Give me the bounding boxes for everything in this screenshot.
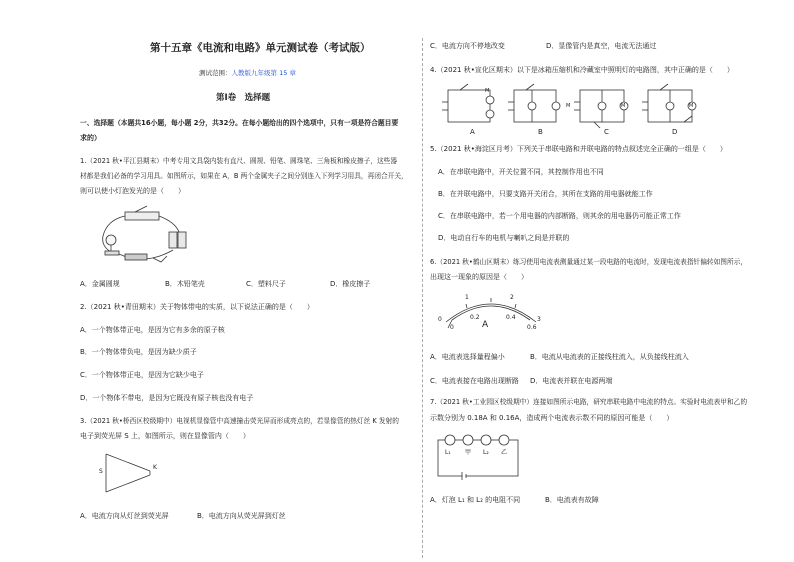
q7-stem-line1: 7.（2021 秋•工业园区校级期中）连接如图所示电路，研究串联电路中电流的特点。实验时电流表甲和乙的 xyxy=(430,398,748,406)
q3-option-a[interactable]: A．电流方向从灯丝到荧光屏 xyxy=(80,512,169,520)
section-heading-line1: 一、选择题（本题共16小题，每小题 2分，共32分。在每小题给出的四个选项中，只有一项是符合题目要 xyxy=(80,119,399,127)
q6-tick-top-2: 2 xyxy=(510,294,514,301)
q6-stem-line1: 6.（2021 秋•鹤山区期末）练习使用电流表测量通过某一段电路的电流时，发现电流表指针偏转如图所示， xyxy=(430,258,748,266)
q7-label-jia: 甲 xyxy=(465,449,472,456)
q6-tick-bottom-2: 0.4 xyxy=(506,314,516,321)
q1-stem-line2: 材都是我们必备的学习用具。如图所示，如果在 A，B 两个金属夹子之间分别连入下列学习用具，再闭合开关， xyxy=(80,172,408,180)
test-range-label: 测试范围： xyxy=(199,69,232,77)
q7-series-circuit xyxy=(434,432,524,482)
q6-option-b[interactable]: B．电流从电流表的正接线柱流入，从负接线柱流入 xyxy=(530,353,689,361)
q7-label-l1: L₁ xyxy=(445,449,451,456)
q7-option-a[interactable]: A．灯泡 L₁ 和 L₂ 的电阻不同 xyxy=(430,496,521,504)
test-range-value: 人教版九年级第 15 章 xyxy=(231,69,296,77)
q6-option-d[interactable]: D．电流表并联在电源两端 xyxy=(530,377,613,385)
q7-label-l2: L₂ xyxy=(483,449,489,456)
q6-stem-line2: 出现这一现象的原因是（ ） xyxy=(430,273,528,281)
q3-label-s: S xyxy=(99,468,103,475)
q6-unit-label: A xyxy=(482,320,489,330)
q7-stem-line2: 示数分别为 0.18A 和 0.16A，造成两个电流表示数不同的原因可能是（ ） xyxy=(430,414,674,422)
q3-label-k: K xyxy=(153,464,157,471)
q6-option-a[interactable]: A．电流表选择量程偏小 xyxy=(430,353,505,361)
q6-tick-top-0: 0 xyxy=(438,316,442,323)
column-divider xyxy=(422,38,423,558)
part-title: 第Ⅰ卷 选择题 xyxy=(216,93,271,103)
q4-stem: 4.（2021 秋•宣化区期末）以下是冰箱压缩机和冷藏室中照明灯的电路图，其中正确的是（ ） xyxy=(430,66,734,74)
q3-option-d[interactable]: D．显像管内是真空，电流无法通过 xyxy=(546,42,657,50)
q1-option-d[interactable]: D．橡皮擦子 xyxy=(330,280,371,288)
q4-label-c[interactable]: C xyxy=(604,128,609,136)
q4-label-a[interactable]: A xyxy=(470,128,475,136)
q2-option-b[interactable]: B．一个物体带负电，是因为缺少质子 xyxy=(80,348,197,356)
q2-option-a[interactable]: A．一个物体带正电，是因为它有多余的原子核 xyxy=(80,326,225,334)
q6-tick-top-1: 1 xyxy=(465,294,469,301)
q5-option-c[interactable]: C．在串联电路中，若一个用电器的内部断路，则其余的用电器仍可能正常工作 xyxy=(438,212,681,220)
q6-option-c[interactable]: C．电流表接在电路出现断路 xyxy=(430,377,519,385)
q1-option-b[interactable]: B．木铅笔壳 xyxy=(165,280,205,288)
q6-tick-bottom-1: 0.2 xyxy=(470,314,480,321)
section-heading-line2: 求的） xyxy=(80,134,101,142)
q6-tick-top-3: 3 xyxy=(537,316,541,323)
q3-stem-line2: 电子到荧光屏 S 上，如图所示，则在显像管内（ ） xyxy=(80,432,250,440)
q6-tick-bottom-3: 0.6 xyxy=(527,324,537,331)
q5-option-b[interactable]: B．在并联电路中，只要支路开关闭合，其所在支路的用电器就能工作 xyxy=(438,190,653,198)
exam-title: 第十五章《电流和电路》单元测试卷（考试版） xyxy=(150,42,371,54)
q7-label-yi: 乙 xyxy=(501,449,508,456)
q2-option-c[interactable]: C．一个物体带正电，是因为它缺少电子 xyxy=(80,371,204,379)
q3-tube-figure xyxy=(100,452,160,496)
q2-stem: 2.（2021 秋•青田期末）关于物体带电的实质，以下说法正确的是（ ） xyxy=(80,303,314,311)
q1-stem-line3: 则可以使小灯泡发光的是（ ） xyxy=(80,187,185,195)
q3-option-c[interactable]: C．电流方向不停地改变 xyxy=(430,42,505,50)
test-range xyxy=(199,69,296,78)
q7-option-b[interactable]: B．电流表有故障 xyxy=(545,496,599,504)
q5-option-d[interactable]: D．电动自行车的电机与喇叭之间是并联的 xyxy=(438,234,570,242)
q4-label-d[interactable]: D xyxy=(672,128,678,136)
q1-option-c[interactable]: C．塑料尺子 xyxy=(246,280,286,288)
q4-label-b[interactable]: B xyxy=(538,128,543,136)
q3-option-b[interactable]: B．电流方向从荧光屏到灯丝 xyxy=(197,512,286,520)
q2-option-d[interactable]: D．一个物体不带电，是因为它既没有原子核也没有电子 xyxy=(80,394,254,402)
q4-motor-label-b: M xyxy=(566,103,571,109)
q5-option-a[interactable]: A．在串联电路中，开关位置不同，其控制作用也不同 xyxy=(438,168,604,176)
q6-tick-bottom-0: 0 xyxy=(450,324,454,331)
q1-stem-line1: 1.（2021 秋•平江县期末）中考专用文具袋内装有直尺、圆规、铅笔、圆珠笔、三角板和橡皮擦子，这些器 xyxy=(80,157,398,165)
q5-stem: 5.（2021 秋•海淀区月考）下列关于串联电路和并联电路的特点叙述完全正确的一组是（ ） xyxy=(430,145,727,153)
q1-circuit-figure xyxy=(95,206,195,268)
q3-stem-line1: 3.（2021 秋•桥西区校级期中）电视机显像管中高速撞击荧光屏而形成亮点的，若显像管的热灯丝 K 发射的 xyxy=(80,417,399,425)
q4-motor-label-d: M xyxy=(689,103,694,109)
q1-option-a[interactable]: A．金属圆规 xyxy=(80,280,120,288)
q4-motor-label-a: M xyxy=(485,88,490,94)
q4-motor-label-c: M xyxy=(621,103,626,109)
